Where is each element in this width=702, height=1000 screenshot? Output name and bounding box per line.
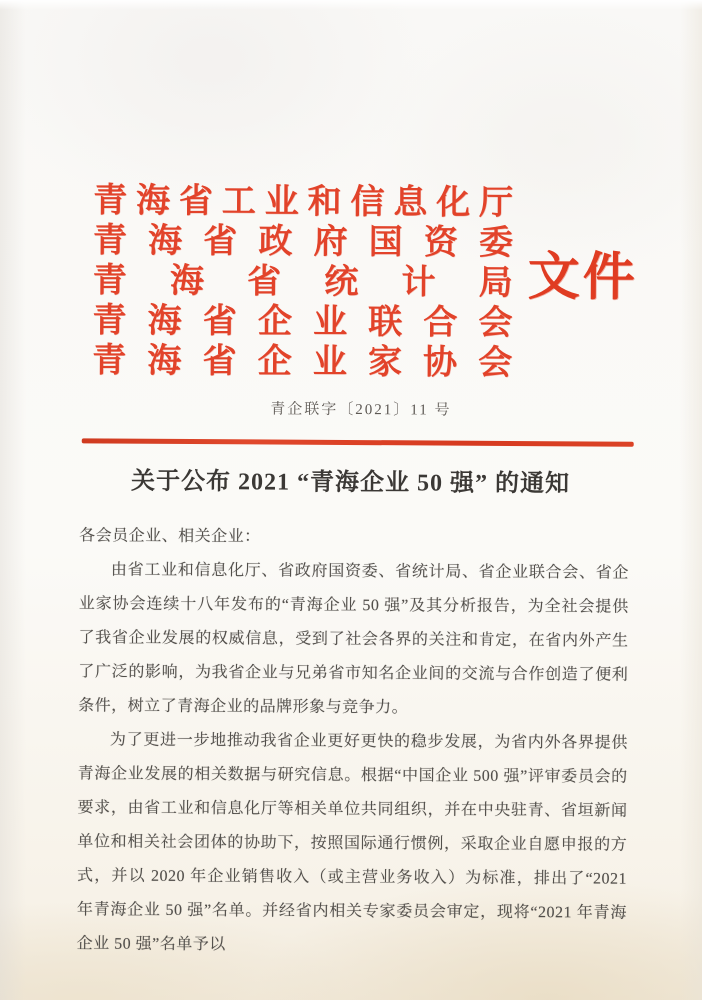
document-title: 关于公布 2021 “青海企业 50 强” 的通知: [130, 468, 571, 498]
document-number: 青企联字〔2021〕11 号: [270, 401, 452, 419]
agency-line-3: 青 海 省 统 计 局: [92, 262, 513, 302]
red-divider-rule: [82, 438, 634, 446]
agency-line-2: 青 海 省 政 府 国 资 委: [92, 222, 514, 262]
document-body: [77, 519, 630, 964]
document-type-label: 文件: [527, 249, 638, 307]
agency-line-5: 青 海 省 企 业 家 协 会: [92, 342, 513, 382]
agency-line-4: 青 海 省 企 业 联 合 会: [92, 302, 513, 342]
letterhead-agency-block: [92, 181, 513, 384]
agency-line-1: 青 海 省 工 业 和 信 息 化 厅: [93, 182, 514, 222]
body-paragraph-1: 由省工业和信息化厅、省政府国资委、省统计局、省企业联合会、省企业家协会连续十八年发布的“青海企业 50 强”及其分析报告，为全社会提供了我省企业发展的权威信息，受到了社会各界的关注和肯定，在省内外产生了广泛的影响，为我省企业与兄弟省市知名企业间的交流与合作创造了便利条件，树立了青海企业的品牌形象与竞争力。: [78, 561, 629, 717]
body-paragraph-2: 为了更进一步地推动我省企业更好更快的稳步发展，为省内外各界提供青海企业发展的相关数据与研究信息。根据“中国企业 500 强”评审委员会的要求，由省工业和信息化厅等相关单位共同组织，并在中央驻青、省垣新闻单位和相关社会团体的协助下，按照国际通行惯例，采取企业自愿申报的方式，并以 2020 年企业销售收入（或主营业务收入）为标准，排出了“2021 年青海企业 50 强”名单。并经省内相关专家委员会审定，现将“2021 年青海企业 50 强”名单予以: [76, 731, 628, 954]
salutation-line: 各会员企业、相关企业：: [79, 527, 261, 546]
